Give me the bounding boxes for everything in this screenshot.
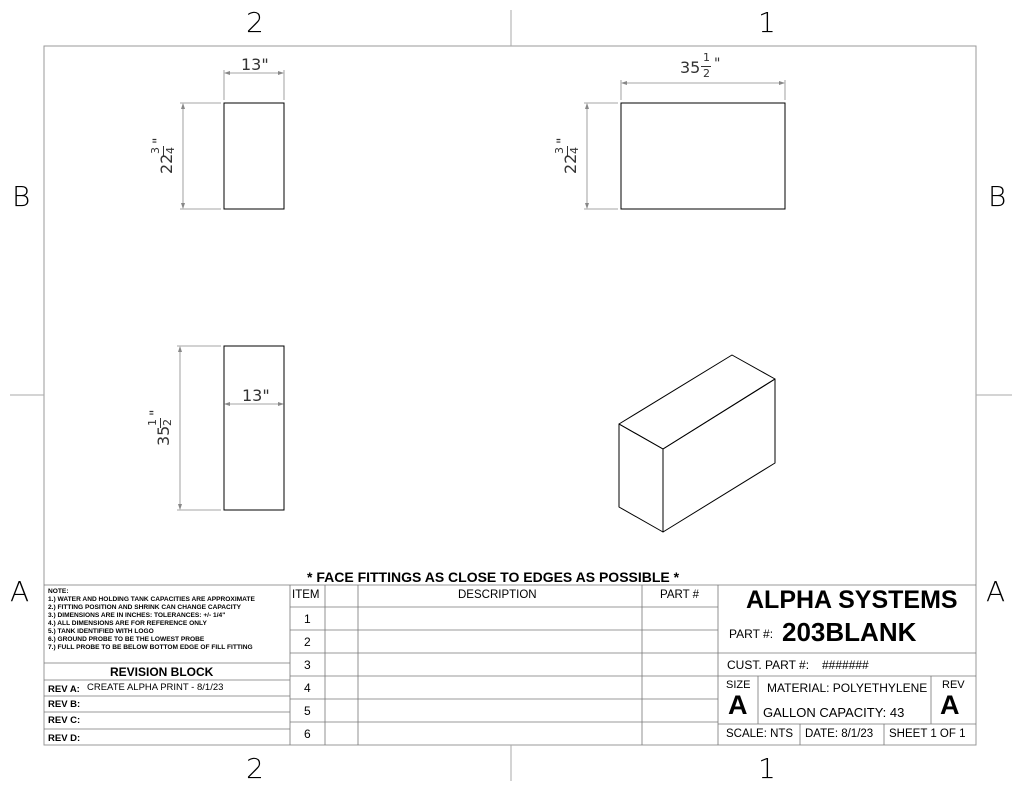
zone-row-b-right: B bbox=[988, 180, 1007, 213]
top-view-width-dim: 13" bbox=[242, 386, 270, 405]
table-row-item: 4 bbox=[304, 681, 311, 695]
material-text: MATERIAL: POLYETHYLENE bbox=[767, 681, 928, 695]
size-label: SIZE bbox=[726, 679, 751, 691]
top-view-outline bbox=[224, 346, 284, 510]
rev-a-text: CREATE ALPHA PRINT - 8/1/23 bbox=[87, 682, 224, 693]
table-row-item: 5 bbox=[304, 704, 311, 718]
left-view bbox=[180, 70, 284, 209]
notes-heading: NOTE: bbox=[48, 588, 69, 595]
note-line: 4.) ALL DIMENSIONS ARE FOR REFERENCE ONLY bbox=[48, 620, 207, 627]
zone-row-a-left: A bbox=[10, 575, 30, 608]
front-view-outline bbox=[621, 103, 785, 209]
cust-part-label: CUST. PART #: bbox=[727, 658, 810, 672]
zone-row-b-left: B bbox=[12, 180, 31, 213]
table-row-item: 2 bbox=[304, 635, 311, 649]
fittings-banner: * FACE FITTINGS AS CLOSE TO EDGES AS POSSIBLE * bbox=[307, 569, 680, 585]
date-text: DATE: 8/1/23 bbox=[805, 728, 874, 740]
zone-col-2-top: 2 bbox=[246, 6, 264, 39]
note-line: 5.) TANK IDENTIFIED WITH LOGO bbox=[48, 628, 154, 635]
part-number-value: 203BLANK bbox=[782, 617, 917, 647]
company-name: ALPHA SYSTEMS bbox=[746, 586, 958, 614]
left-view-outline bbox=[224, 103, 284, 209]
front-view-width-whole: 35 bbox=[680, 58, 701, 77]
rev-value: A bbox=[940, 690, 960, 720]
description-header: DESCRIPTION bbox=[458, 589, 537, 601]
left-view-width-dim: 13" bbox=[241, 55, 269, 74]
item-header: ITEM bbox=[292, 589, 320, 601]
sheet-text: SHEET 1 OF 1 bbox=[889, 728, 966, 740]
cust-part-value: ####### bbox=[822, 658, 869, 672]
front-view-width-num: 1 bbox=[703, 51, 710, 64]
part-number-header: PART # bbox=[660, 589, 699, 601]
front-view bbox=[584, 80, 785, 209]
rev-a-label: REV A: bbox=[48, 684, 80, 695]
size-value: A bbox=[728, 690, 748, 720]
note-line: 6.) GROUND PROBE TO BE THE LOWEST PROBE bbox=[48, 636, 205, 643]
gallon-capacity: GALLON CAPACITY: 43 bbox=[763, 705, 905, 720]
note-line: 1.) WATER AND HOLDING TANK CAPACITIES ARE APPROXIMATE bbox=[48, 596, 255, 603]
front-view-width-inch: " bbox=[714, 56, 721, 72]
revision-block-title: REVISION BLOCK bbox=[110, 665, 214, 679]
front-view-width-den: 2 bbox=[703, 67, 710, 80]
rev-c-label: REV C: bbox=[48, 715, 81, 726]
top-view bbox=[177, 346, 284, 510]
zone-col-1-bottom: 1 bbox=[758, 752, 776, 785]
zone-col-2-bottom: 2 bbox=[246, 752, 264, 785]
isometric-view bbox=[619, 355, 775, 532]
table-row-item: 6 bbox=[304, 727, 311, 741]
rev-d-label: REV D: bbox=[48, 733, 81, 744]
zone-col-1-top: 1 bbox=[758, 6, 776, 39]
note-line: 3.) DIMENSIONS ARE IN INCHES: TOLERANCES: +/- 1/4" bbox=[48, 612, 226, 619]
part-number-label: PART #: bbox=[729, 627, 774, 641]
note-line: 7.) FULL PROBE TO BE BELOW BOTTOM EDGE OF FILL FITTING bbox=[48, 644, 253, 651]
table-row-item: 1 bbox=[304, 612, 311, 626]
table-row-item: 3 bbox=[304, 658, 311, 672]
zone-row-a-right: A bbox=[986, 575, 1006, 608]
note-line: 2.) FITTING POSITION AND SHRINK CAN CHANGE CAPACITY bbox=[48, 604, 242, 611]
rev-b-label: REV B: bbox=[48, 699, 81, 710]
scale-text: SCALE: NTS bbox=[726, 728, 794, 740]
rev-label: REV bbox=[942, 679, 965, 691]
